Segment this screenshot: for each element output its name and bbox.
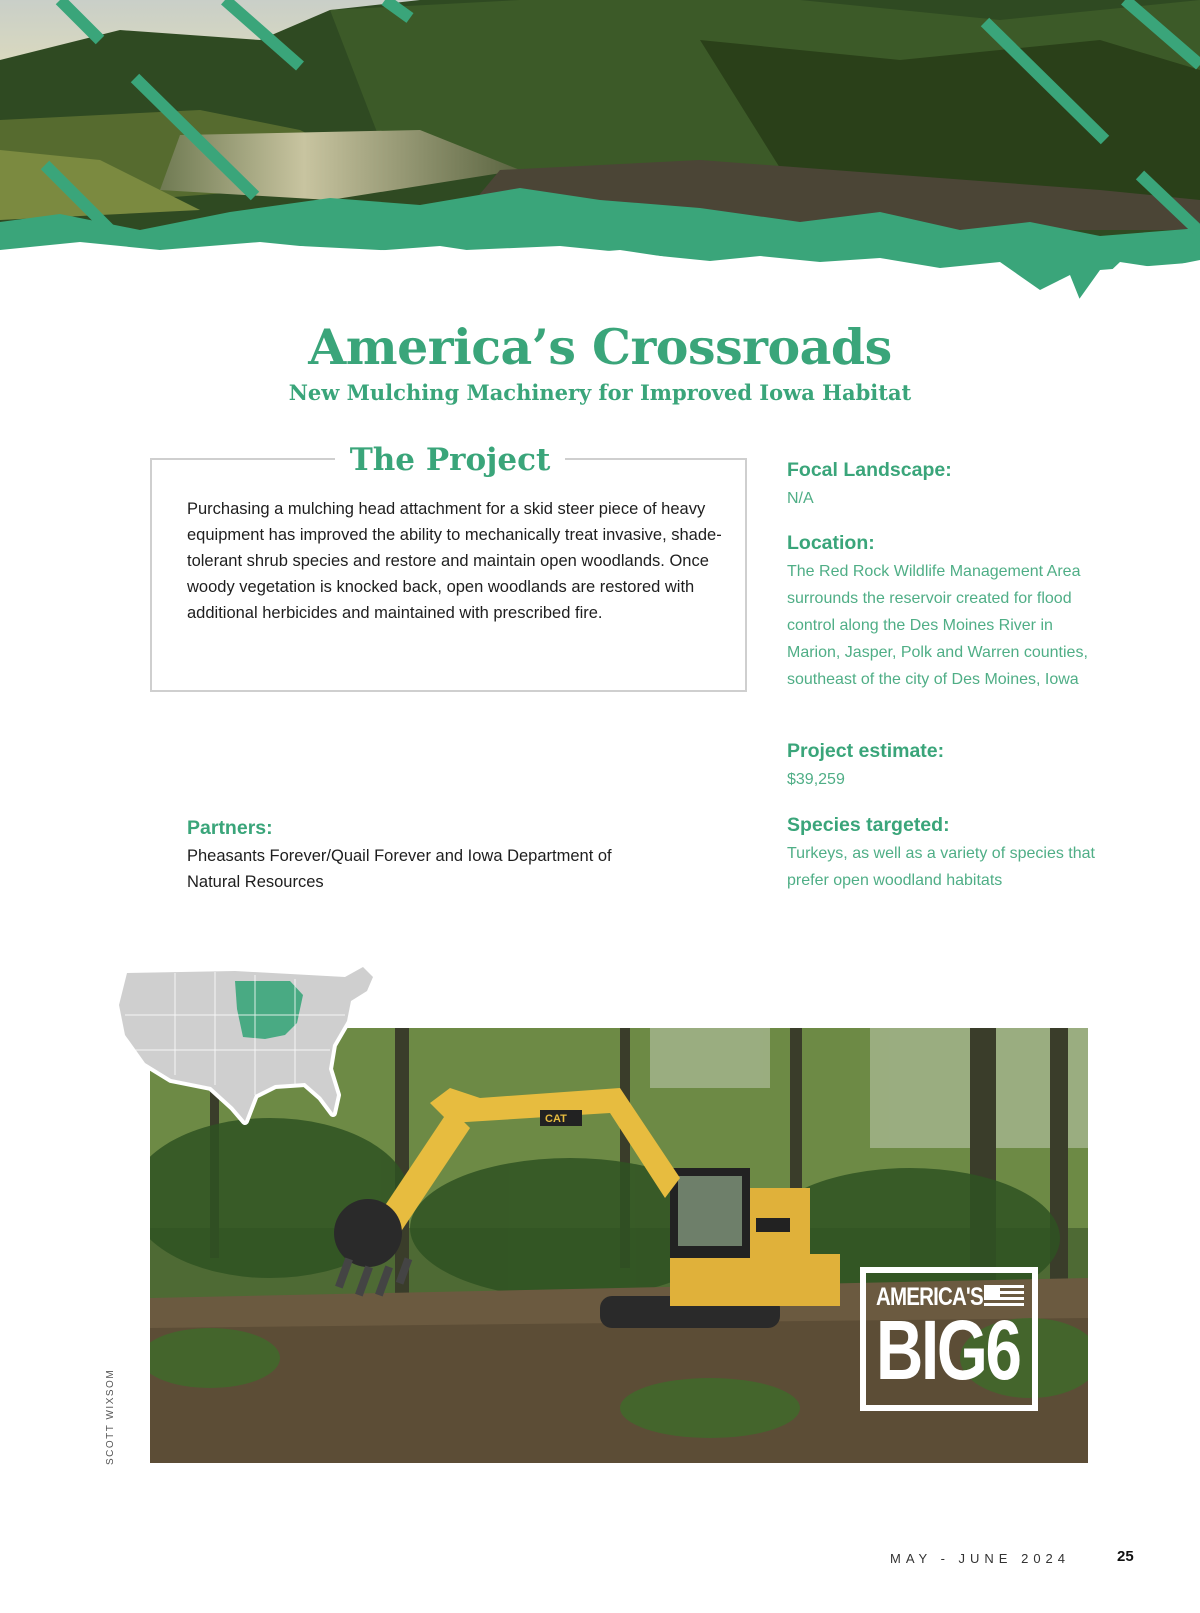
project-heading-wrap [335, 440, 565, 480]
partners-section [187, 815, 667, 895]
us-map-icon [115, 965, 380, 1140]
project-estimate-label: Project estimate: [787, 740, 945, 762]
focal-landscape-value: N/A [787, 490, 814, 507]
focal-landscape-label: Focal Landscape: [787, 459, 952, 481]
page-subtitle: New Mulching Machinery for Improved Iowa Habitat [288, 380, 912, 405]
project-estimate-value: $39,259 [787, 771, 845, 788]
issue-date: MAY - JUNE 2024 [890, 1551, 1071, 1566]
cat-logo: CAT [545, 1113, 567, 1125]
species-targeted-value: Turkeys, as well as a variety of species that prefer open woodland habitats [787, 845, 1095, 889]
partners-label: Partners: [187, 817, 273, 839]
partners-value: Pheasants Forever/Quail Forever and Iowa Department of Natural Resources [187, 847, 612, 891]
logo-main-text: BIG6 [876, 1303, 1020, 1397]
hero-landscape-image [0, 0, 1200, 320]
location-section [787, 530, 1097, 693]
species-targeted-label: Species targeted: [787, 814, 950, 836]
location-value: The Red Rock Wildlife Management Area surrounds the reservoir created for flood control along the Des Moines River in Marion, Jasper, Polk and Warren counties, southeast of the city of Des Moines, Iowa [787, 563, 1088, 688]
page-title: America’s Crossroads [308, 318, 892, 376]
location-label: Location: [787, 532, 875, 554]
project-description: Purchasing a mulching head attachment for a skid steer piece of heavy equipment has improved the ability to mechanically treat invasive, shade-tolerant shrub species and restore and maintain open woodlands. Once woody vegetation is knocked back, open woodlands are restored with additional herbicides and maintained with prescribed fire. [187, 500, 722, 622]
americas-big6-logo [860, 1267, 1038, 1411]
project-estimate-section [787, 738, 1097, 793]
photo-credit: SCOTT WIXSOM [105, 1368, 116, 1465]
logo-top-text: AMERICA'S [876, 1283, 983, 1311]
species-targeted-section [787, 812, 1097, 894]
page-number: 25 [1117, 1548, 1134, 1565]
focal-landscape-section [787, 457, 1097, 512]
project-heading: The Project [349, 442, 551, 478]
